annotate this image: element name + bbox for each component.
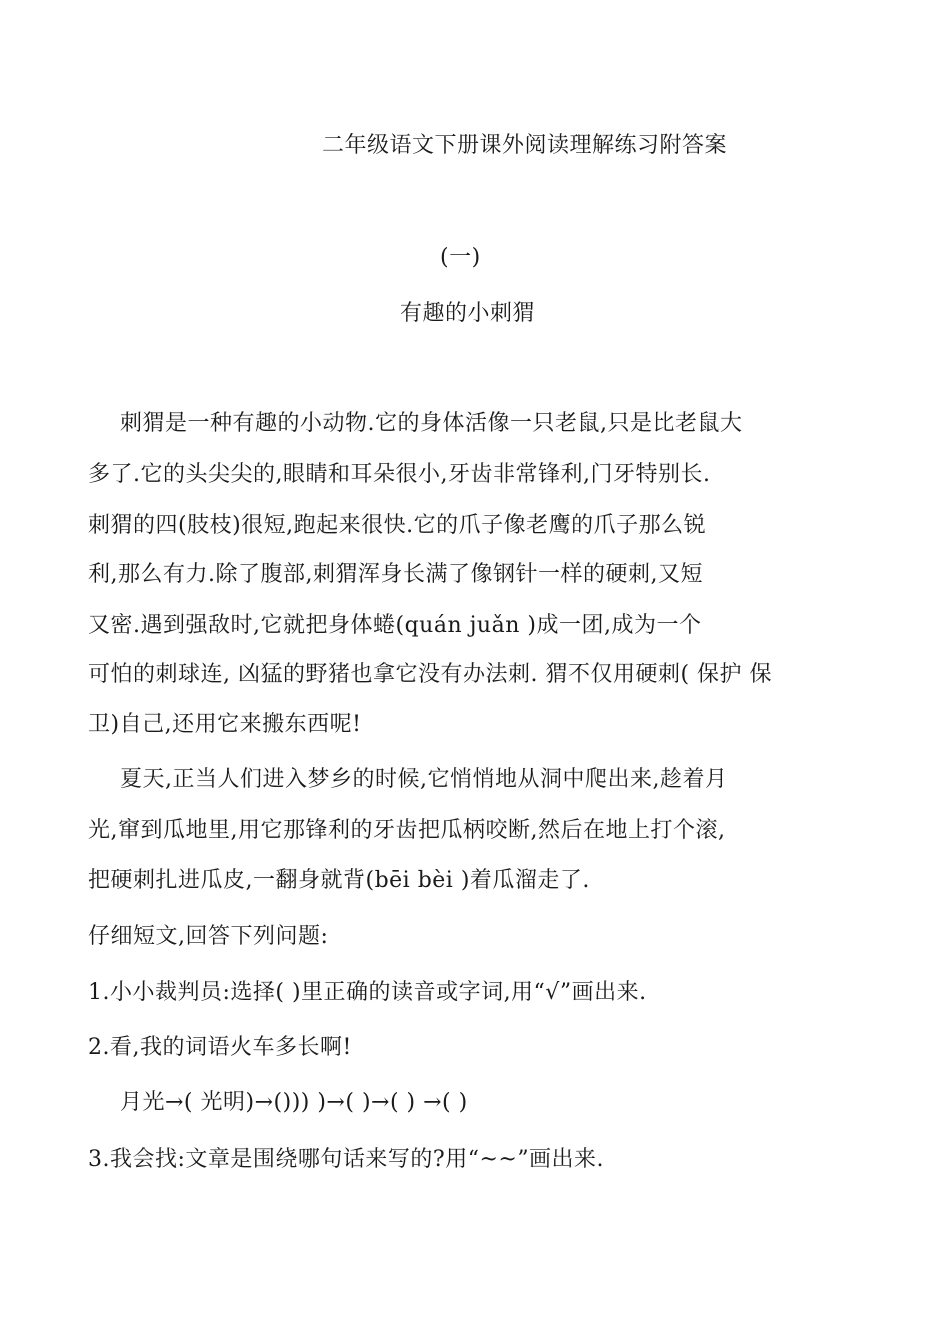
word-train-chain: 月光→( 光明)→())) )→( )→( ) →( ) (120, 1090, 468, 1115)
paragraph-line: 夏天,正当人们进入梦乡的时候,它悄悄地从洞中爬出来,趁着月 (120, 767, 728, 792)
paragraph-line: 卫)自己,还用它来搬东西呢! (88, 712, 362, 737)
paragraph-line: 刺猬是一种有趣的小动物.它的身体活像一只老鼠,只是比老鼠大 (120, 411, 743, 436)
question-3: 3.我会找:文章是围绕哪句话来写的?用“~~”画出来. (88, 1147, 605, 1172)
paragraph-line: 又密.遇到强敌时,它就把身体蜷(quán juǎn )成一团,成为一个 (88, 613, 702, 638)
document-title: 二年级语文下册课外阅读理解练习附答案 (322, 133, 728, 158)
story-title: 有趣的小刺猬 (400, 301, 536, 326)
paragraph-line: 多了.它的头尖尖的,眼睛和耳朵很小,牙齿非常锋利,门牙特别长. (88, 462, 711, 487)
paragraph-line: 利,那么有力.除了腹部,刺猬浑身长满了像钢针一样的硬刺,又短 (88, 562, 703, 587)
question-2: 2.看,我的词语火车多长啊! (88, 1035, 352, 1060)
paragraph-line: 可怕的刺球连, 凶猛的野猪也拿它没有办法刺. 猬不仅用硬刺( 保护 保 (88, 662, 773, 687)
paragraph-line: 光,窜到瓜地里,用它那锋利的牙齿把瓜柄咬断,然后在地上打个滚, (88, 818, 726, 843)
section-number: (一) (440, 245, 481, 270)
questions-instruction: 仔细短文,回答下列问题: (88, 924, 329, 949)
question-1: 1.小小裁判员:选择( )里正确的读音或字词,用“√”画出来. (88, 980, 647, 1005)
paragraph-line: 刺猬的四(肢枝)很短,跑起来很快.它的爪子像老鹰的爪子那么锐 (88, 513, 707, 538)
paragraph-line: 把硬刺扎进瓜皮,一翻身就背(bēi bèi )着瓜溜走了. (88, 868, 590, 893)
